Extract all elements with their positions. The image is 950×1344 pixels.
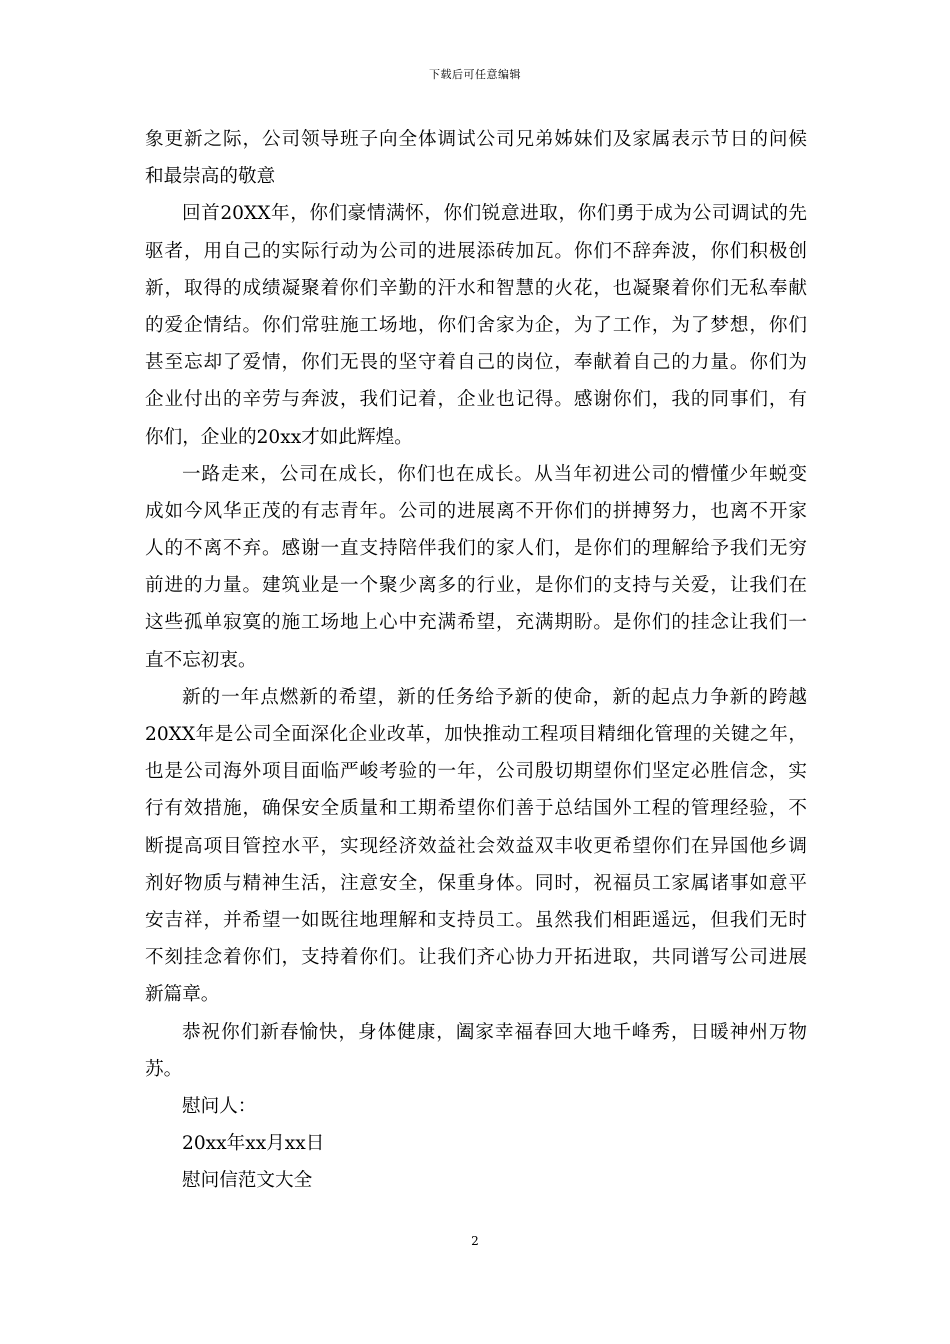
text-line: 驱者，用自己的实际行动为公司的进展添砖加瓦。你们不辞奔波，你们积极创 (145, 240, 807, 262)
text-line: 你们，企业的20xx才如此辉煌。 (145, 426, 413, 448)
text-line: 安吉祥，并希望一如既往地理解和支持员工。虽然我们相距遥远，但我们无时 (145, 909, 807, 931)
text-line: 新篇章。 (145, 984, 220, 1006)
text-line: 20XX年是公司全面深化企业改革，加快推动工程项目精细化管理的关键之年， (145, 724, 807, 745)
text-line: 行有效措施，确保安全质量和工期希望你们善于总结国外工程的管理经验，不 (145, 798, 807, 820)
section-heading: 慰问信范文大全 (182, 1170, 313, 1192)
text-line: 新，取得的成绩凝聚着你们辛勤的汗水和智慧的火花，也凝聚着你们无私奉献 (145, 277, 807, 299)
text-line: 企业付出的辛劳与奔波，我们记着，企业也记得。感谢你们，我的同事们，有 (145, 389, 807, 411)
text-line: 成如今风华正茂的有志青年。公司的进展离不开你们的拼搏努力，也离不开家 (145, 500, 807, 522)
text-line: 这些孤单寂寞的施工场地上心中充满希望，充满期盼。是你们的挂念让我们一 (145, 612, 807, 634)
letter-body (145, 121, 807, 1199)
text-line: 甚至忘却了爱情，你们无畏的坚守着自己的岗位，奉献着自己的力量。你们为 (145, 352, 807, 374)
text-line: 人的不离不弃。感谢一直支持陪伴我们的家人们，是你们的理解给予我们无穷 (145, 538, 807, 560)
text-line: 苏。 (145, 1058, 183, 1080)
text-line: 和最崇高的敬意 (145, 166, 276, 188)
text-line: 剂好物质与精神生活，注意安全，保重身体。同时，祝福员工家属诸事如意平 (145, 872, 807, 894)
text-line: 象更新之际，公司领导班子向全体调试公司兄弟姊妹们及家属表示节日的问候 (145, 129, 807, 150)
signature-label: 慰问人： (182, 1095, 257, 1117)
page-number: 2 (471, 1234, 479, 1248)
text-line: 也是公司海外项目面临严峻考验的一年，公司殷切期望你们坚定必胜信念，实 (145, 761, 807, 783)
paragraph-first-line: 新的一年点燃新的希望，新的任务给予新的使命，新的起点力争新的跨越 (182, 686, 807, 708)
text-line: 前进的力量。建筑业是一个聚少离多的行业，是你们的支持与关爱，让我们在 (145, 575, 807, 597)
text-line: 不刻挂念着你们，支持着你们。让我们齐心协力开拓进取，共同谱写公司进展 (145, 947, 807, 969)
text-line: 断提高项目管控水平，实现经济效益社会效益双丰收更希望你们在异国他乡调 (145, 835, 807, 857)
paragraph-first-line: 回首20XX年，你们豪情满怀，你们锐意进取，你们勇于成为公司调试的先 (182, 203, 807, 225)
signature-date: 20xx年xx月xx日 (182, 1133, 325, 1155)
paragraph-first-line: 一路走来，公司在成长，你们也在成长。从当年初进公司的懵懂少年蜕变 (182, 463, 807, 485)
text-line: 的爱企情结。你们常驻施工场地，你们舍家为企，为了工作，为了梦想，你们 (145, 314, 807, 336)
page-header: 下载后可任意编辑 (429, 68, 521, 81)
paragraph-first-line: 恭祝你们新春愉快，身体健康，阖家幸福春回大地千峰秀，日暖神州万物 (182, 1021, 807, 1043)
text-line: 直不忘初衷。 (145, 649, 257, 671)
